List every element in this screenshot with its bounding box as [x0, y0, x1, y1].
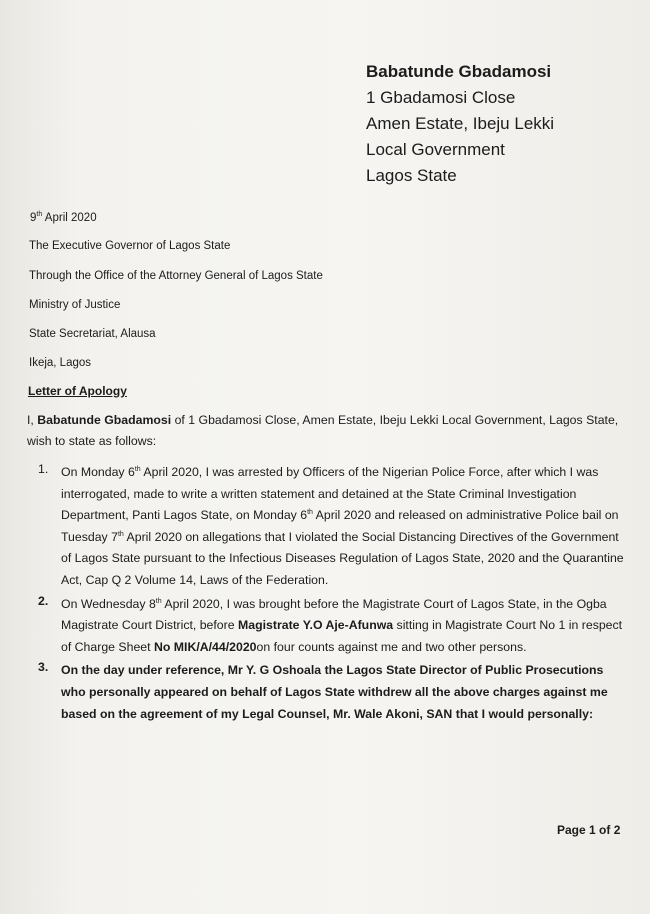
recipient-line: Through the Office of the Attorney General of Lagos State — [29, 270, 323, 282]
sender-name: Babatunde Gbadamosi — [366, 62, 552, 81]
sender-address-line: Amen Estate, Ibeju Lekki — [366, 114, 555, 133]
intro-paragraph: I, Babatunde Gbadamosi of 1 Gbadamosi Close, Amen Estate, Ibeju Lekki Local Government, Lagos State, wish to state as follows: — [27, 413, 619, 448]
list-item-number: 1. — [38, 462, 49, 476]
list-item — [38, 594, 624, 659]
recipient-line: State Secretariat, Alausa — [29, 328, 156, 340]
sender-address-line: 1 Gbadamosi Close — [366, 88, 516, 107]
recipient-line: Ministry of Justice — [29, 299, 121, 311]
list-item-number: 2. — [38, 593, 49, 608]
recipient-line: The Executive Governor of Lagos State — [29, 240, 231, 252]
recipient-line: Ikeja, Lagos — [29, 357, 92, 369]
list-item — [38, 660, 624, 725]
sender-address-line: Lagos State — [366, 166, 457, 185]
page-number: Page 1 of 2 — [557, 823, 621, 837]
numbered-list — [38, 462, 624, 725]
letter-date: 9th April 2020 — [30, 211, 97, 224]
list-item — [38, 462, 624, 592]
list-item-text: On Wednesday 8th April 2020, I was brought before the Magistrate Court of Lagos State, in the Ogba Magistrate Court District, before Magistrate Y.O Aje-Afunwa sitting in Magistrate Court No 1 in respect of Charge Sheet No MIK/A/44/2020on four counts against me and two other persons. — [61, 596, 623, 654]
sender-address-line: Local Government — [366, 140, 505, 159]
letter-heading: Letter of Apology — [28, 384, 127, 398]
list-item-text: On Monday 6th April 2020, I was arrested by Officers of the Nigerian Police Force, after which I was interrogated, made to write a written statement and detained at the State Criminal Investigation Department, Panti Lagos State, on Monday 6th April 2020 and released on administrative Police bail on Tuesday 7th April 2020 on allegations that I violated the Social Distancing Directives of the Government of Lagos State pursuant to the Infectious Diseases Regulation of Lagos State, 2020 and the Quarantine Act, Cap Q 2 Volume 14, Laws of the Federation. — [61, 465, 624, 587]
list-item-number: 3. — [38, 660, 49, 675]
sender-block — [366, 58, 554, 189]
list-item-text: On the day under reference, Mr Y. G Oshoala the Lagos State Director of Public Prosecutions who personally appeared on behalf of Lagos State withdrew all the above charges against me based on the agreement of my Legal Counsel, Mr. Wale Akoni, SAN that I would personally: — [61, 663, 608, 721]
